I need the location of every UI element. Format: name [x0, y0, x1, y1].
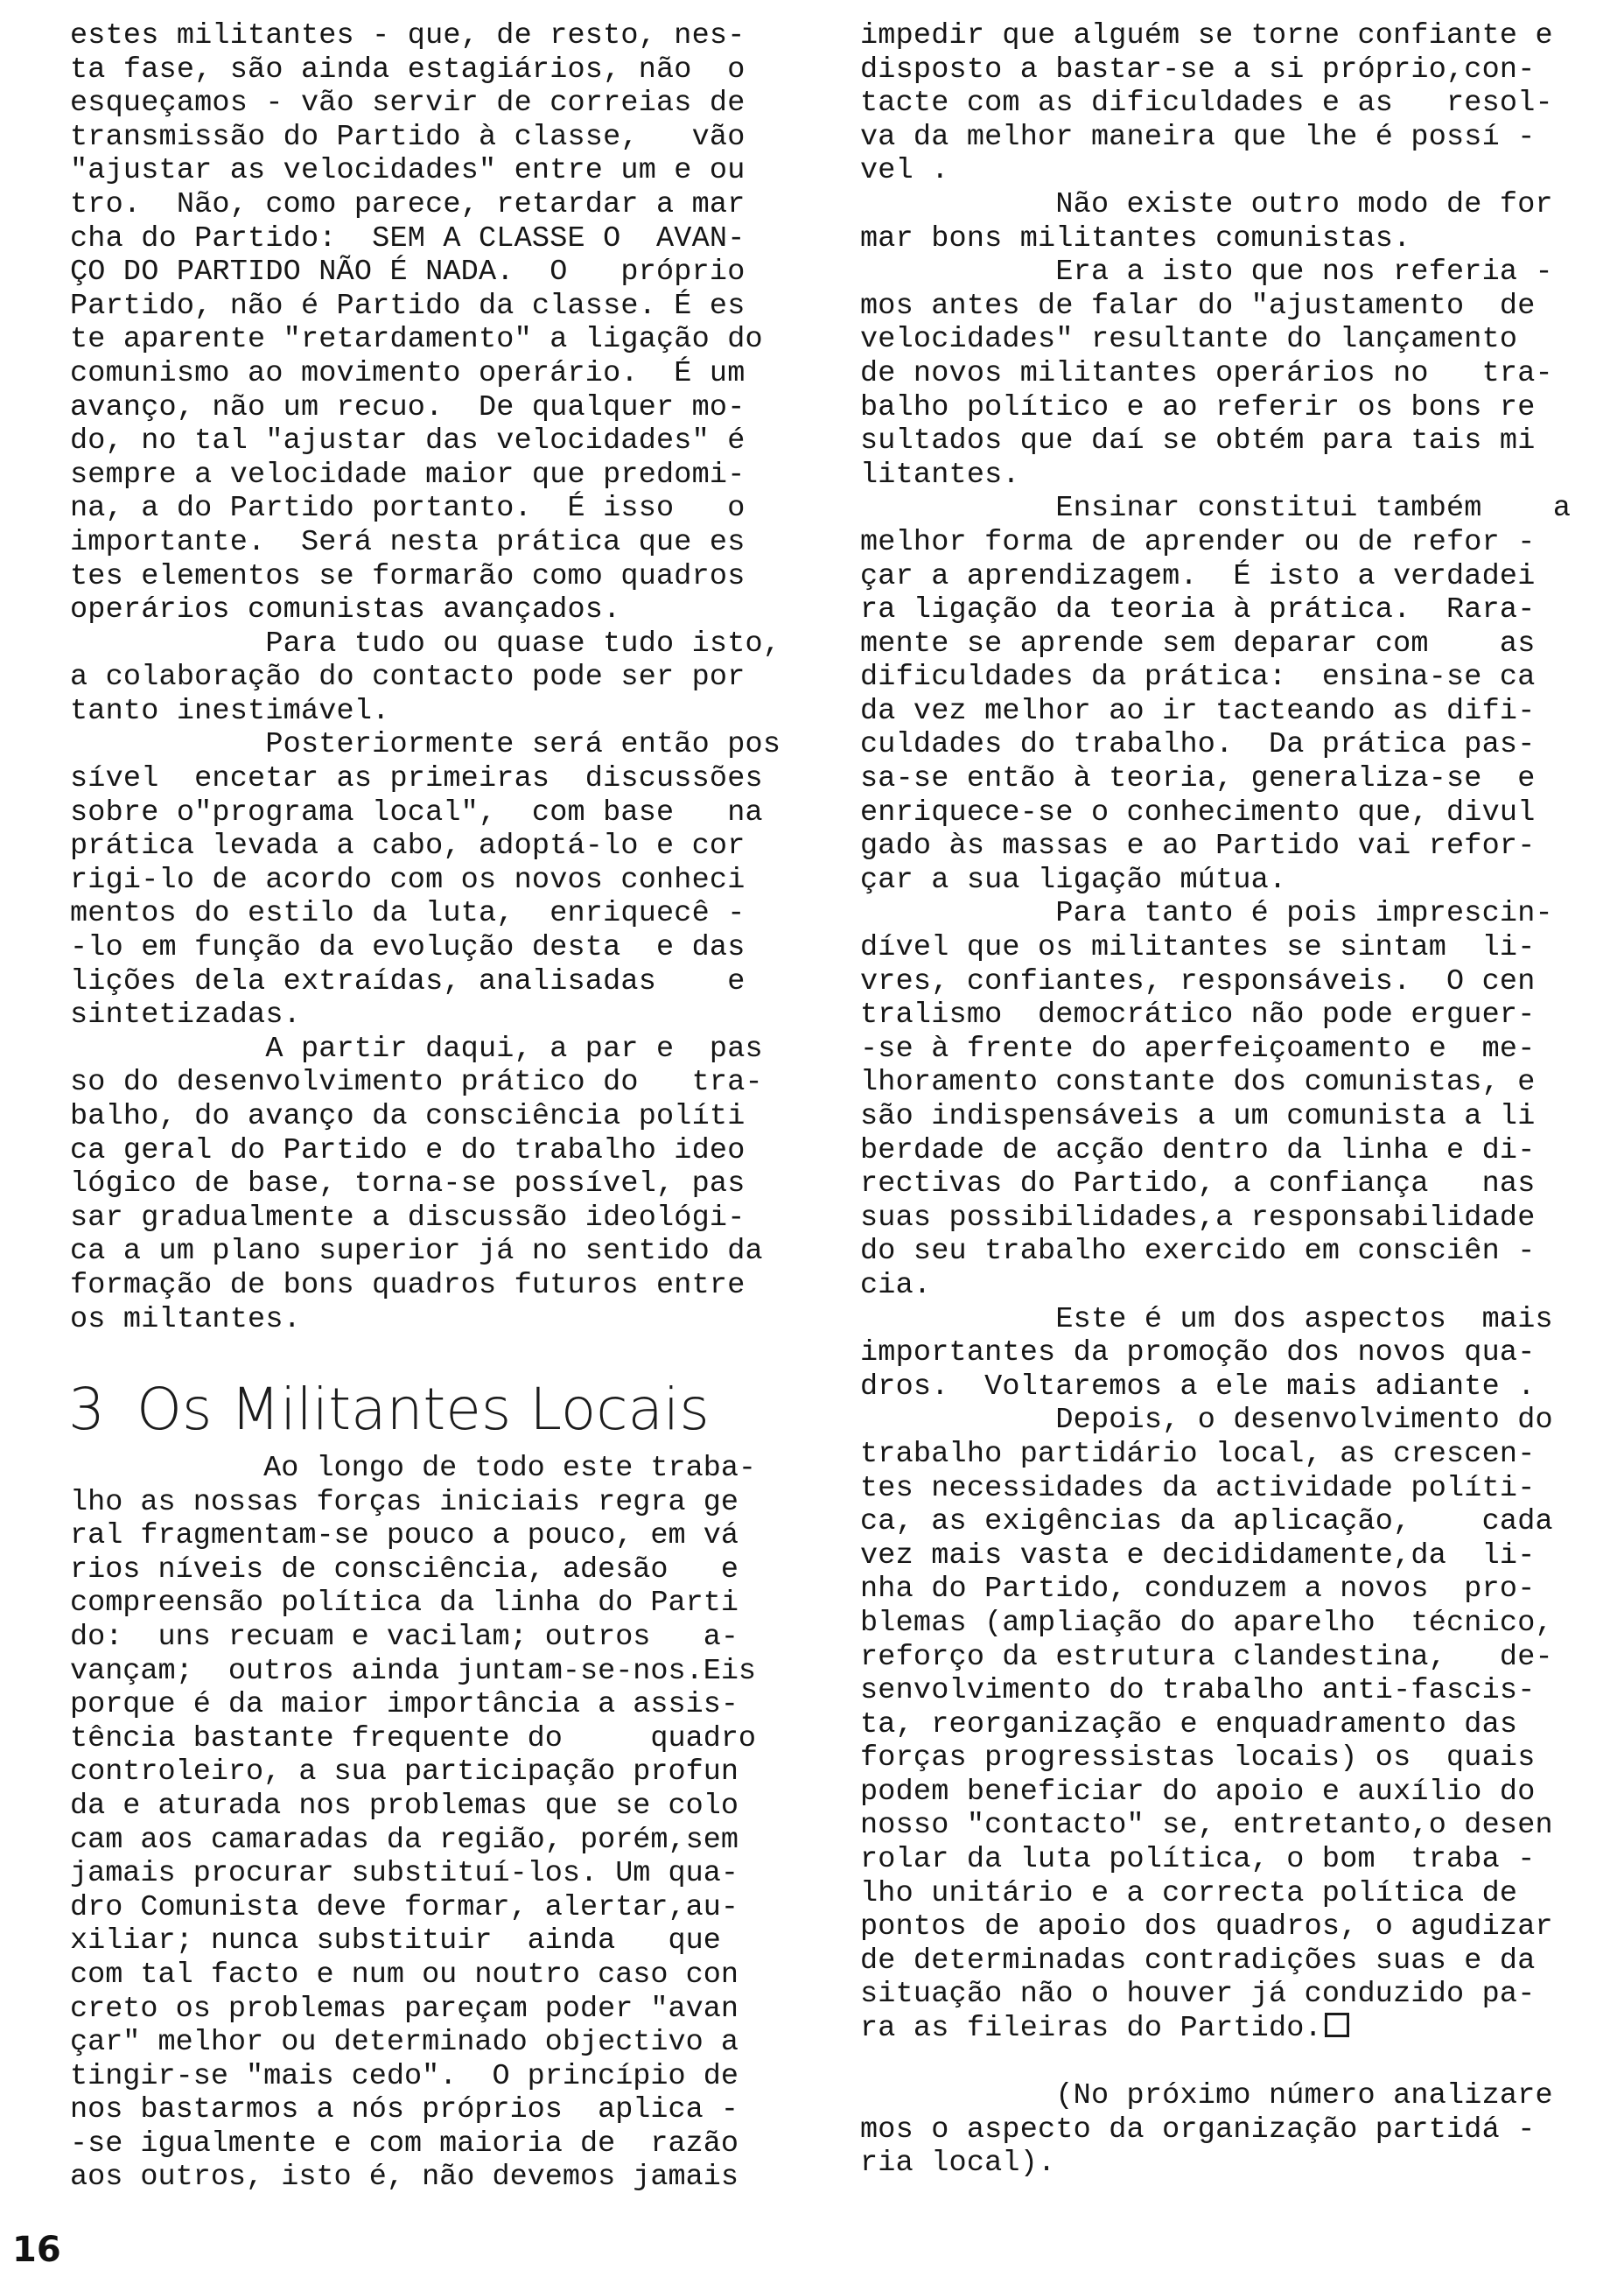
- text-line: çar" melhor ou determinado objectivo a: [70, 2026, 738, 2060]
- text-line: trabalho partidário local, as crescen-: [860, 1437, 1536, 1471]
- text-line: disposto a bastar-se a si próprio,con-: [860, 53, 1536, 87]
- text-line: controleiro, a sua participação profun: [70, 1755, 738, 1790]
- text-line: forças progressistas locais) os quais: [860, 1741, 1536, 1776]
- text-line: impedir que alguém se torne confiante e: [860, 19, 1553, 53]
- text-line: importante. Será nesta prática que es: [70, 525, 746, 559]
- text-line: podem beneficiar do apoio e auxílio do: [860, 1775, 1536, 1809]
- text-line: da e aturada nos problemas que se colo: [70, 1789, 738, 1823]
- text-line: os miltantes.: [70, 1302, 301, 1336]
- text-line: balho, do avanço da consciência políti: [70, 1100, 746, 1133]
- text-line: cam aos camaradas da região, porém,sem: [70, 1823, 738, 1857]
- text-line: mos o aspecto da organização partidá -: [860, 2112, 1536, 2147]
- text-line: tro. Não, como parece, retardar a mar: [70, 187, 746, 221]
- text-line: Este é um dos aspectos mais: [860, 1302, 1553, 1336]
- text-line: -se igualmente e com maioria de razão: [70, 2126, 738, 2161]
- text-line: tanto inestimável.: [70, 694, 390, 728]
- left-column-top: [70, 19, 805, 1336]
- text-line: lhoramento constante dos comunistas, e: [860, 1066, 1536, 1100]
- text-line: sintetizadas.: [70, 998, 301, 1033]
- text-line: prática levada a cabo, adoptá-lo e cor: [70, 830, 746, 864]
- text-line: A partir daqui, a par e pas: [70, 1032, 763, 1066]
- text-line: culdades do trabalho. Da prática pas-: [860, 728, 1536, 762]
- text-line: lições dela extraídas, analisadas e: [70, 964, 746, 998]
- text-line: da vez melhor ao ir tacteando as difi-: [860, 694, 1536, 728]
- text-line: nha do Partido, conduzem a novos pro-: [860, 1573, 1536, 1607]
- text-line: ria local).: [860, 2147, 1056, 2181]
- text-line: rectivas do Partido, a confiança nas: [860, 1167, 1536, 1202]
- text-line: ra ligação da teoria à prática. Rara-: [860, 593, 1536, 627]
- text-line: vel .: [860, 154, 949, 188]
- text-line: Posteriormente será então pos: [70, 728, 781, 762]
- text-line: Ensinar constitui também a: [860, 492, 1572, 526]
- text-line: ral fragmentam-se pouco a pouco, em vá: [70, 1519, 738, 1553]
- text-line: enriquece-se o conhecimento que, divul: [860, 795, 1536, 830]
- text-line: litantes.: [860, 458, 1020, 492]
- text-line: operários comunistas avançados.: [70, 593, 621, 627]
- text-line: esqueçamos - vão servir de correias de: [70, 87, 746, 121]
- text-line: nosso "contacto" se, entretanto,o desen: [860, 1809, 1553, 1843]
- text-line: nos bastarmos a nós próprios aplica -: [70, 2093, 738, 2127]
- text-line: ca a um plano superior já no sentido da: [70, 1235, 763, 1269]
- text-line: tência bastante frequente do quadro: [70, 1721, 757, 1755]
- text-line: Partido, não é Partido da classe. É es: [70, 289, 746, 323]
- text-line: dificuldades da prática: ensina-se ca: [860, 661, 1536, 695]
- text-line: Era a isto que nos referia -: [860, 256, 1553, 290]
- text-line: xiliar; nunca substituir ainda que: [70, 1924, 721, 1958]
- text-line: do seu trabalho exercido em consciên -: [860, 1235, 1536, 1269]
- text-line: "ajustar as velocidades" entre um e ou: [70, 154, 746, 188]
- section-title: Os Militantes Locais: [136, 1376, 710, 1443]
- text-line: te aparente "retardamento" a ligação do: [70, 323, 763, 357]
- text-line: [860, 2046, 1595, 2080]
- text-line: Para tudo ou quase tudo isto,: [70, 627, 781, 661]
- text-line: reforço da estrutura clandestina, de-: [860, 1640, 1553, 1674]
- text-line: transmissão do Partido à classe, vão: [70, 120, 746, 154]
- text-line: Depois, o desenvolvimento do: [860, 1404, 1553, 1438]
- text-line: vez mais vasta e decididamente,da li-: [860, 1538, 1536, 1573]
- right-column: [860, 19, 1595, 2181]
- text-line: jamais procurar substituí-los. Um qua-: [70, 1857, 738, 1891]
- section-number: 3: [68, 1376, 105, 1443]
- text-line: com tal facto e num ou noutro caso con: [70, 1958, 738, 1992]
- text-line: Para tanto é pois imprescin-: [860, 897, 1553, 931]
- text-line: sa-se então à teoria, generaliza-se e: [860, 762, 1536, 796]
- text-line: lho as nossas forças iniciais regra ge: [70, 1485, 738, 1519]
- text-line: mente se aprende sem deparar com as: [860, 627, 1536, 661]
- text-line: sível encetar as primeiras discussões: [70, 762, 763, 796]
- text-line: tes necessidades da actividade políti-: [860, 1471, 1536, 1505]
- text-line: gado às massas e ao Partido vai refor-: [860, 830, 1536, 864]
- text-line: (No próximo número analizare: [860, 2079, 1553, 2113]
- text-line: rigi-lo de acordo com os novos conheci: [70, 863, 746, 897]
- text-line: -lo em função da evolução desta e das: [70, 931, 746, 965]
- text-line: vançam; outros ainda juntam-se-nos.Eis: [70, 1654, 757, 1688]
- page-number: 16: [12, 2230, 61, 2270]
- text-line: importantes da promoção dos novos qua-: [860, 1336, 1536, 1370]
- section-heading: [68, 1377, 710, 1443]
- text-line: sobre o"programa local", com base na: [70, 795, 763, 830]
- end-mark-square-icon: [1325, 2013, 1349, 2037]
- text-line: berdade de acção dentro da linha e di-: [860, 1133, 1536, 1167]
- text-line: na, a do Partido portanto. É isso o: [70, 492, 746, 526]
- text-line: ca, as exigências da aplicação, cada: [860, 1505, 1553, 1539]
- text-line: estes militantes - que, de resto, nes-: [70, 19, 746, 53]
- text-line: mos antes de falar do "ajustamento de: [860, 289, 1536, 323]
- text-line: ta, reorganização e enquadramento das: [860, 1707, 1518, 1741]
- text-line: são indispensáveis a um comunista a li: [860, 1100, 1536, 1133]
- text-line: Ao longo de todo este traba-: [70, 1452, 757, 1485]
- text-line: sultados que daí se obtém para tais mi: [860, 424, 1536, 459]
- text-line: de determinadas contradições suas e da: [860, 1944, 1536, 1978]
- text-line: lho unitário e a correcta política de: [860, 1876, 1518, 1910]
- text-line: sempre a velocidade maior que predomi-: [70, 458, 746, 492]
- text-line: a colaboração do contacto pode ser por: [70, 661, 746, 695]
- text-line: ca geral do Partido e do trabalho ideo: [70, 1133, 746, 1167]
- text-line: senvolvimento do trabalho anti-fascis-: [860, 1674, 1536, 1708]
- text-line: dro Comunista deve formar, alertar,au-: [70, 1890, 738, 1924]
- text-line: ra as fileiras do Partido.: [860, 2012, 1595, 2046]
- text-line: va da melhor maneira que lhe é possí -: [860, 120, 1536, 154]
- text-line: balho político e ao referir os bons re: [860, 390, 1536, 424]
- text-line: melhor forma de aprender ou de refor -: [860, 525, 1536, 559]
- text-line: mar bons militantes comunistas.: [860, 221, 1411, 256]
- text-line: Não existe outro modo de for: [860, 187, 1553, 221]
- text-line: pontos de apoio dos quadros, o agudizar: [860, 1910, 1553, 1944]
- text-line: formação de bons quadros futuros entre: [70, 1268, 746, 1302]
- text-line: tingir-se "mais cedo". O princípio de: [70, 2059, 738, 2093]
- text-line: ÇO DO PARTIDO NÃO É NADA. O próprio: [70, 256, 746, 290]
- text-line: sar gradualmente a discussão ideológi-: [70, 1201, 746, 1235]
- text-line: çar a sua ligação mútua.: [860, 863, 1287, 897]
- text-line: tes elementos se formarão como quadros: [70, 559, 746, 593]
- text-line: -se à frente do aperfeiçoamento e me-: [860, 1032, 1536, 1066]
- text-line: dros. Voltaremos a ele mais adiante .: [860, 1370, 1536, 1404]
- text-line: lógico de base, torna-se possível, pas: [70, 1167, 746, 1202]
- text-line: cha do Partido: SEM A CLASSE O AVAN-: [70, 221, 746, 256]
- text-line: do, no tal "ajustar das velocidades" é: [70, 424, 746, 459]
- text-line: comunismo ao movimento operário. É um: [70, 356, 746, 390]
- text-line: velocidades" resultante do lançamento: [860, 323, 1518, 357]
- text-line: dível que os militantes se sintam li-: [860, 931, 1536, 965]
- text-line: mentos do estilo da luta, enriquecê -: [70, 897, 746, 931]
- text-line: creto os problemas pareçam poder "avan: [70, 1992, 738, 2026]
- text-line: do: uns recuam e vacilam; outros a-: [70, 1620, 738, 1654]
- text-line: rolar da luta política, o bom traba -: [860, 1843, 1536, 1877]
- text-line: porque é da maior importância a assis-: [70, 1688, 738, 1722]
- text-line: de novos militantes operários no tra-: [860, 356, 1553, 390]
- text-line: tacte com as dificuldades e as resol-: [860, 87, 1553, 121]
- text-line: compreensão política da linha do Parti: [70, 1587, 738, 1621]
- text-line: rios níveis de consciência, adesão e: [70, 1552, 738, 1587]
- text-line: vres, confiantes, responsáveis. O cen: [860, 964, 1536, 998]
- text-line: cia.: [860, 1268, 932, 1302]
- text-line: blemas (ampliação do aparelho técnico,: [860, 1606, 1553, 1640]
- text-line: çar a aprendizagem. É isto a verdadei: [860, 559, 1536, 593]
- text-line: avanço, não um recuo. De qualquer mo-: [70, 390, 746, 424]
- text-line: tralismo democrático não pode erguer-: [860, 998, 1536, 1033]
- text-line: so do desenvolvimento prático do tra-: [70, 1066, 763, 1100]
- text-line: ta fase, são ainda estagiários, não o: [70, 53, 746, 87]
- left-column-bottom: [70, 1452, 805, 2195]
- text-line: suas possibilidades,a responsabilidade: [860, 1201, 1536, 1235]
- text-line: aos outros, isto é, não devemos jamais: [70, 2161, 738, 2195]
- text-line: situação não o houver já conduzido pa-: [860, 1978, 1536, 2012]
